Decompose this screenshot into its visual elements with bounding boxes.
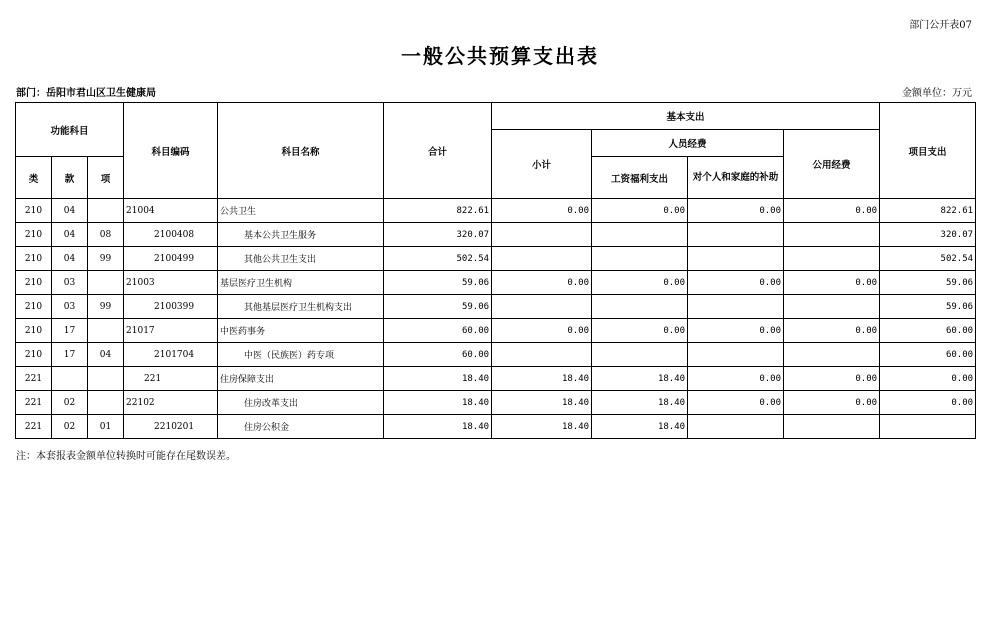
cell-name: 中医（民族医）药专项 (218, 343, 384, 367)
header-kuan: 款 (52, 157, 88, 199)
cell-subtotal (492, 247, 592, 271)
cell-wages (592, 343, 688, 367)
cell-family: 0.00 (688, 199, 784, 223)
cell-name: 基本公共卫生服务 (218, 223, 384, 247)
cell-kuan: 03 (52, 295, 88, 319)
header-subject-name: 科目名称 (218, 103, 384, 199)
cell-family (688, 415, 784, 439)
cell-kuan: 17 (52, 343, 88, 367)
cell-code: 22102 (124, 391, 218, 415)
cell-xiang (88, 319, 124, 343)
header-subject-code: 科目编码 (124, 103, 218, 199)
cell-name: 中医药事务 (218, 319, 384, 343)
header-public-funds: 公用经费 (784, 130, 880, 199)
cell-code: 2100408 (124, 223, 218, 247)
cell-xiang: 04 (88, 343, 124, 367)
cell-wages: 18.40 (592, 415, 688, 439)
cell-project: 0.00 (880, 367, 976, 391)
cell-lei: 210 (16, 319, 52, 343)
cell-project: 822.61 (880, 199, 976, 223)
cell-code: 221 (124, 367, 218, 391)
cell-name: 公共卫生 (218, 199, 384, 223)
footnote: 注：本套报表金额单位转换时可能存在尾数误差。 (16, 451, 236, 462)
cell-lei: 210 (16, 199, 52, 223)
cell-xiang (88, 391, 124, 415)
cell-family (688, 295, 784, 319)
cell-lei: 210 (16, 271, 52, 295)
cell-subtotal: 18.40 (492, 415, 592, 439)
cell-public: 0.00 (784, 367, 880, 391)
cell-total: 320.07 (384, 223, 492, 247)
cell-code: 21004 (124, 199, 218, 223)
cell-kuan: 02 (52, 415, 88, 439)
cell-family: 0.00 (688, 271, 784, 295)
header-total: 合计 (384, 103, 492, 199)
cell-project: 60.00 (880, 343, 976, 367)
cell-subtotal (492, 295, 592, 319)
cell-xiang: 08 (88, 223, 124, 247)
cell-kuan (52, 367, 88, 391)
table-row (16, 391, 976, 415)
cell-subtotal: 18.40 (492, 391, 592, 415)
cell-total: 60.00 (384, 319, 492, 343)
cell-family: 0.00 (688, 367, 784, 391)
cell-kuan: 17 (52, 319, 88, 343)
cell-code: 2100399 (124, 295, 218, 319)
header-lei: 类 (16, 157, 52, 199)
table-row (16, 199, 976, 223)
cell-subtotal: 0.00 (492, 271, 592, 295)
cell-name: 住房改革支出 (218, 391, 384, 415)
cell-project: 59.06 (880, 271, 976, 295)
cell-lei: 210 (16, 295, 52, 319)
cell-wages (592, 247, 688, 271)
cell-kuan: 04 (52, 223, 88, 247)
cell-total: 18.40 (384, 391, 492, 415)
cell-wages (592, 223, 688, 247)
cell-subtotal: 18.40 (492, 367, 592, 391)
cell-xiang (88, 271, 124, 295)
cell-name: 基层医疗卫生机构 (218, 271, 384, 295)
cell-lei: 210 (16, 223, 52, 247)
cell-public: 0.00 (784, 391, 880, 415)
cell-project: 0.00 (880, 391, 976, 415)
header-function-subject: 功能科目 (16, 103, 124, 157)
cell-project: 59.06 (880, 295, 976, 319)
cell-public: 0.00 (784, 199, 880, 223)
cell-project: 60.00 (880, 319, 976, 343)
cell-xiang (88, 367, 124, 391)
cell-wages: 0.00 (592, 199, 688, 223)
table-row (16, 295, 976, 319)
cell-lei: 210 (16, 247, 52, 271)
cell-public: 0.00 (784, 271, 880, 295)
page-title: 一般公共预算支出表 (401, 44, 599, 68)
cell-code: 21003 (124, 271, 218, 295)
budget-expenditure-table (15, 102, 976, 439)
cell-lei: 221 (16, 415, 52, 439)
cell-xiang: 99 (88, 247, 124, 271)
cell-project (880, 415, 976, 439)
department-label: 部门：岳阳市君山区卫生健康局 (16, 88, 156, 99)
cell-name: 其他基层医疗卫生机构支出 (218, 295, 384, 319)
cell-subtotal: 0.00 (492, 199, 592, 223)
cell-lei: 210 (16, 343, 52, 367)
cell-kuan: 04 (52, 247, 88, 271)
table-row (16, 247, 976, 271)
cell-code: 2101704 (124, 343, 218, 367)
cell-total: 18.40 (384, 367, 492, 391)
cell-family: 0.00 (688, 319, 784, 343)
cell-public (784, 247, 880, 271)
cell-name: 住房保障支出 (218, 367, 384, 391)
cell-total: 60.00 (384, 343, 492, 367)
cell-kuan: 02 (52, 391, 88, 415)
cell-wages (592, 295, 688, 319)
cell-code: 21017 (124, 319, 218, 343)
cell-subtotal (492, 223, 592, 247)
cell-wages: 18.40 (592, 391, 688, 415)
cell-kuan: 03 (52, 271, 88, 295)
amount-unit-label: 金额单位：万元 (902, 88, 972, 99)
cell-total: 59.06 (384, 295, 492, 319)
cell-name: 其他公共卫生支出 (218, 247, 384, 271)
form-number: 部门公开表07 (909, 20, 972, 31)
cell-lei: 221 (16, 367, 52, 391)
cell-public (784, 343, 880, 367)
cell-total: 18.40 (384, 415, 492, 439)
table-row (16, 415, 976, 439)
cell-xiang (88, 199, 124, 223)
cell-project: 320.07 (880, 223, 976, 247)
cell-xiang: 99 (88, 295, 124, 319)
header-personnel-funds: 人员经费 (592, 130, 784, 157)
cell-total: 502.54 (384, 247, 492, 271)
cell-kuan: 04 (52, 199, 88, 223)
table-row (16, 343, 976, 367)
cell-lei: 221 (16, 391, 52, 415)
header-xiang: 项 (88, 157, 124, 199)
table-row (16, 367, 976, 391)
cell-total: 59.06 (384, 271, 492, 295)
cell-code: 2100499 (124, 247, 218, 271)
cell-subtotal (492, 343, 592, 367)
header-project-expenditure: 项目支出 (880, 103, 976, 199)
cell-subtotal: 0.00 (492, 319, 592, 343)
cell-public (784, 415, 880, 439)
cell-public: 0.00 (784, 319, 880, 343)
header-family-subsidy: 对个人和家庭的补助 (688, 157, 784, 199)
cell-public (784, 223, 880, 247)
cell-total: 822.61 (384, 199, 492, 223)
cell-family: 0.00 (688, 391, 784, 415)
cell-wages: 0.00 (592, 319, 688, 343)
cell-wages: 0.00 (592, 271, 688, 295)
table-row (16, 319, 976, 343)
cell-public (784, 295, 880, 319)
cell-code: 2210201 (124, 415, 218, 439)
cell-xiang: 01 (88, 415, 124, 439)
header-wages-welfare: 工资福利支出 (592, 157, 688, 199)
cell-family (688, 223, 784, 247)
table-row (16, 271, 976, 295)
cell-family (688, 343, 784, 367)
cell-wages: 18.40 (592, 367, 688, 391)
header-basic-expenditure: 基本支出 (492, 103, 880, 130)
cell-project: 502.54 (880, 247, 976, 271)
cell-name: 住房公积金 (218, 415, 384, 439)
table-row (16, 223, 976, 247)
header-subtotal: 小计 (492, 130, 592, 199)
cell-family (688, 247, 784, 271)
